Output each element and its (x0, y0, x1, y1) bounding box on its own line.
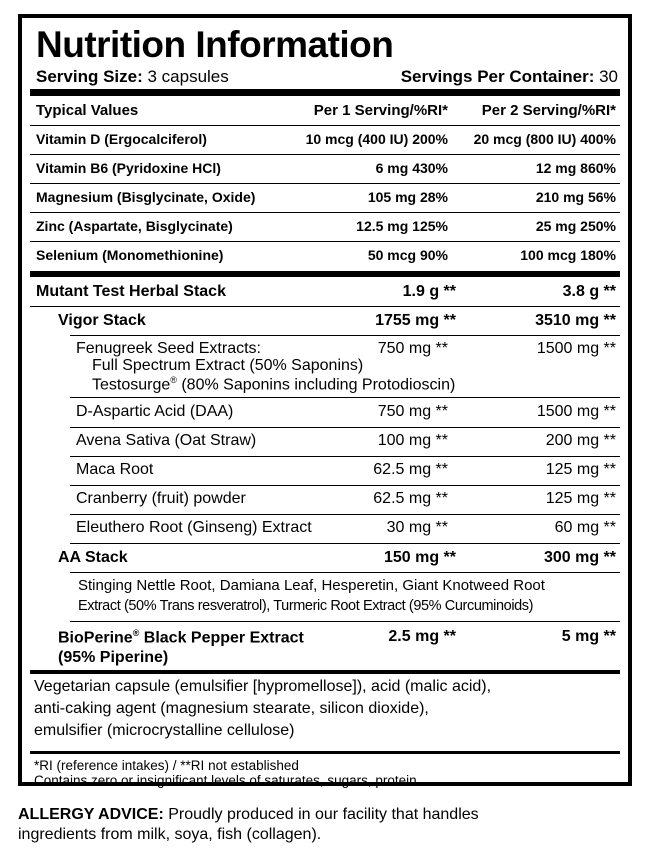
table-row (30, 125, 620, 155)
aa-stack-row (30, 543, 620, 571)
nutrient-name: Vitamin B6 (Pyridoxine HCl) (36, 160, 221, 176)
servings-per-container-label: Servings Per Container: (400, 67, 595, 86)
fenugreek-name: Fenugreek Seed Extracts: (76, 340, 261, 357)
nutrient-value-1: 105 mg 28% (367, 189, 448, 205)
aa-ingredients-1: Stinging Nettle Root, Damiana Leaf, Hesperetin, Giant Knotweed Root (78, 577, 545, 594)
ingredient-value-2: 1500 mg ** (536, 403, 616, 420)
fenugreek-detail-1: Full Spectrum Extract (50% Saponins) (92, 357, 364, 374)
ingredient-value-2: 125 mg ** (545, 461, 616, 478)
vigor-stack-row (30, 306, 620, 334)
nutrient-name: Magnesium (Bisglycinate, Oxide) (36, 189, 256, 205)
fenugreek-value-2: 1500 mg ** (536, 340, 616, 357)
table-row (70, 456, 620, 486)
bioperine-value-2: 5 mg ** (561, 628, 616, 645)
thick-divider (30, 670, 620, 674)
nutrient-value-1: 6 mg 430% (375, 160, 448, 176)
nutrient-name: Vitamin D (Ergocalciferol) (36, 131, 207, 147)
aa-stack-value-1: 150 mg ** (383, 549, 456, 566)
ingredient-value-1: 62.5 mg ** (373, 461, 448, 478)
herbal-stack-value-1: 1.9 g ** (402, 283, 456, 300)
table-row (30, 154, 620, 184)
nutrient-value-2: 210 mg 56% (535, 189, 616, 205)
fenugreek-row (70, 335, 620, 398)
ingredient-name: D-Aspartic Acid (DAA) (76, 403, 234, 420)
other-ingredients-1: Vegetarian capsule (emulsifier [hypromellose]), acid (malic acid), (34, 678, 492, 695)
aa-ingredients-2: Extract (50% Trans resveratrol), Turmeric Root Extract (95% Curcuminoids) (78, 598, 534, 614)
header-per-1-serving: Per 1 Serving/%RI* (313, 102, 448, 119)
table-header (30, 96, 620, 126)
nutrient-name: Zinc (Aspartate, Bisglycinate) (36, 218, 233, 234)
table-row (30, 183, 620, 213)
table-row (70, 427, 620, 457)
vigor-stack-value-2: 3510 mg ** (535, 312, 616, 329)
servings-per-container (401, 67, 618, 87)
nutrient-name: Selenium (Monomethionine) (36, 247, 224, 263)
table-row (30, 241, 620, 270)
other-ingredients-3: emulsifier (microcrystalline cellulose) (34, 722, 295, 739)
nutrient-value-2: 20 mcg (800 IU) 400% (473, 131, 616, 147)
ingredient-name: Cranberry (fruit) powder (76, 490, 246, 507)
table-row (70, 485, 620, 515)
herbal-stack-value-2: 3.8 g ** (562, 283, 616, 300)
ingredient-value-1: 100 mg ** (377, 432, 448, 449)
herbal-stack-name: Mutant Test Herbal Stack (36, 283, 226, 300)
nutrient-value-2: 12 mg 860% (535, 160, 616, 176)
ingredient-value-2: 200 mg ** (545, 432, 616, 449)
bioperine-name: BioPerine® Black Pepper Extract (58, 628, 304, 647)
other-ingredients-2: anti-caking agent (magnesium stearate, silicon dioxide), (34, 700, 429, 717)
nutrition-panel (18, 14, 632, 786)
header-per-2-serving: Per 2 Serving/%RI* (481, 102, 616, 119)
vigor-stack-value-1: 1755 mg ** (375, 312, 456, 329)
allergy-advice-line-2: ingredients from milk, soya, fish (collagen). (18, 826, 322, 843)
serving-size-value: 3 capsules (142, 67, 229, 86)
nutrient-value-1: 12.5 mg 125% (356, 218, 448, 234)
ingredient-name: Eleuthero Root (Ginseng) Extract (76, 519, 312, 536)
nutrient-value-2: 100 mcg 180% (520, 247, 616, 263)
table-row (70, 398, 620, 428)
panel-title: Nutrition Information (36, 24, 394, 65)
vigor-stack-name: Vigor Stack (58, 312, 146, 329)
herbal-stack-row (30, 277, 620, 305)
aa-stack-name: AA Stack (58, 549, 128, 566)
serving-size (36, 67, 229, 87)
ingredient-value-1: 62.5 mg ** (373, 490, 448, 507)
ingredient-value-2: 60 mg ** (554, 519, 616, 536)
ingredient-value-2: 125 mg ** (545, 490, 616, 507)
ingredient-value-1: 750 mg ** (377, 403, 448, 420)
table-row (30, 212, 620, 242)
ingredient-name: Avena Sativa (Oat Straw) (76, 432, 257, 449)
fenugreek-value-1: 750 mg ** (377, 340, 448, 357)
bioperine-value-1: 2.5 mg ** (388, 628, 456, 645)
divider (70, 572, 620, 573)
bioperine-name-2: (95% Piperine) (58, 649, 169, 666)
table-row (70, 514, 620, 544)
nutrient-value-2: 25 mg 250% (535, 218, 616, 234)
footnote-1: *RI (reference intakes) / **RI not established (34, 758, 299, 773)
aa-stack-value-2: 300 mg ** (543, 549, 616, 566)
footnote-2: Contains zero or insignificant levels of saturates, sugars, protein. (34, 773, 421, 788)
nutrient-value-1: 10 mcg (400 IU) 200% (305, 131, 448, 147)
header-typical-values: Typical Values (36, 102, 139, 119)
thick-divider (30, 89, 620, 96)
ingredient-name: Maca Root (76, 461, 154, 478)
allergy-advice-line-1: ALLERGY ADVICE: Proudly produced in our facility that handles (18, 806, 479, 823)
servings-per-container-value: 30 (594, 67, 618, 86)
fenugreek-detail-2: Testosurge® (80% Saponins including Protodioscin) (92, 375, 456, 394)
allergy-advice-label: ALLERGY ADVICE: (18, 806, 164, 823)
thick-divider (30, 751, 620, 754)
serving-size-label: Serving Size: (36, 67, 143, 86)
bioperine-row (30, 622, 620, 670)
ingredient-value-1: 30 mg ** (386, 519, 448, 536)
nutrient-value-1: 50 mcg 90% (367, 247, 448, 263)
